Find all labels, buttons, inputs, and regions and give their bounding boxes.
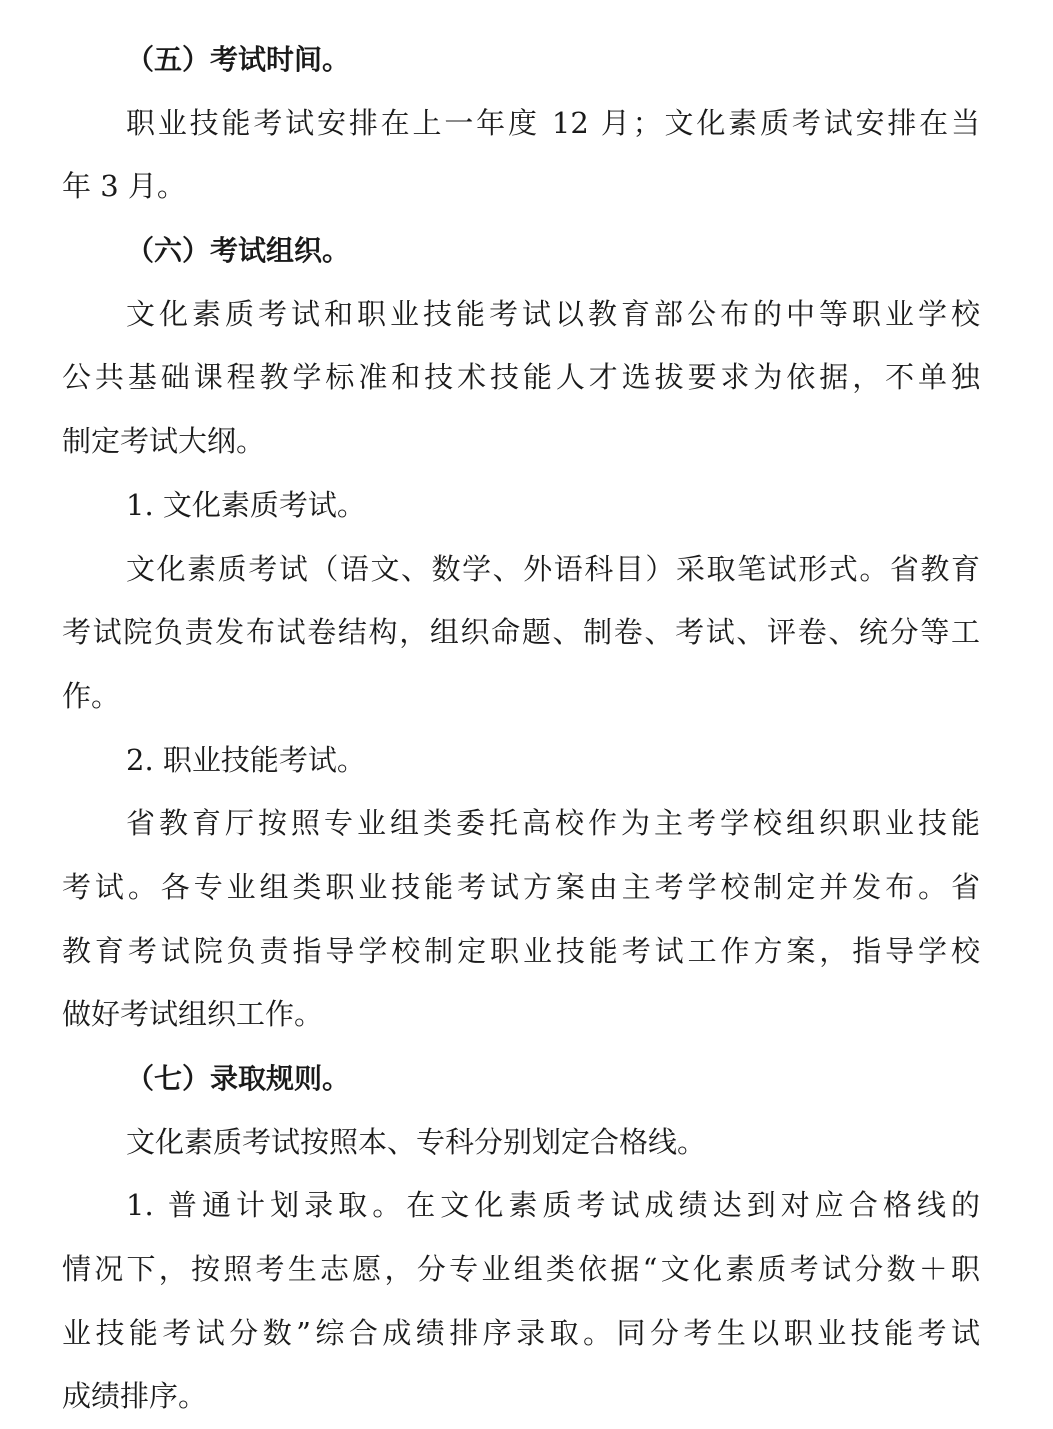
- paragraph-line: 做好考试组织工作。: [62, 997, 324, 1032]
- paragraph-line: 情况下，按照考生志愿，分专业组类依据“文化素质考试分数＋职: [62, 1252, 980, 1287]
- section-heading-admission-rules: （七）录取规则。: [126, 1062, 351, 1095]
- paragraph-line: 制定考试大纲。: [62, 424, 266, 459]
- document-page: [62, 28, 980, 1429]
- paragraph-line: 文化素质考试和职业技能考试以教育部公布的中等职业学校: [126, 296, 980, 331]
- paragraph-line: 业技能考试分数”综合成绩排序录取。同分考生以职业技能考试: [62, 1315, 980, 1350]
- paragraph-line: 文化素质考试（语文、数学、外语科目）采取笔试形式。省教育: [126, 551, 980, 586]
- paragraph-line: 考试院负责发布试卷结构，组织命题、制卷、考试、评卷、统分等工: [62, 615, 980, 650]
- paragraph-line: 文化素质考试按照本、专科分别划定合格线。: [126, 1124, 707, 1159]
- section-heading-exam-time: （五）考试时间。: [126, 43, 351, 76]
- subsection-heading-cultural-exam: 1. 文化素质考试。: [126, 487, 366, 522]
- paragraph-line: 成绩排序。: [62, 1379, 208, 1414]
- section-heading-exam-organization: （六）考试组织。: [126, 234, 351, 268]
- paragraph-line: 作。: [62, 678, 121, 713]
- subsection-heading-skills-exam: 2. 职业技能考试。: [126, 742, 366, 777]
- paragraph-line: 省教育厅按照专业组类委托高校作为主考学校组织职业技能: [126, 806, 980, 841]
- paragraph-line: 教育考试院负责指导学校制定职业技能考试工作方案，指导学校: [62, 933, 980, 968]
- paragraph-line: 公共基础课程教学标准和技术技能人才选拔要求为依据，不单独: [62, 360, 980, 395]
- paragraph-line: 考试。各专业组类职业技能考试方案由主考学校制定并发布。省: [62, 869, 980, 904]
- paragraph-line: 年 3 月。: [62, 169, 186, 204]
- paragraph-line: 1. 普通计划录取。在文化素质考试成绩达到对应合格线的: [126, 1188, 980, 1223]
- paragraph-line: 职业技能考试安排在上一年度 12 月；文化素质考试安排在当: [126, 105, 980, 140]
